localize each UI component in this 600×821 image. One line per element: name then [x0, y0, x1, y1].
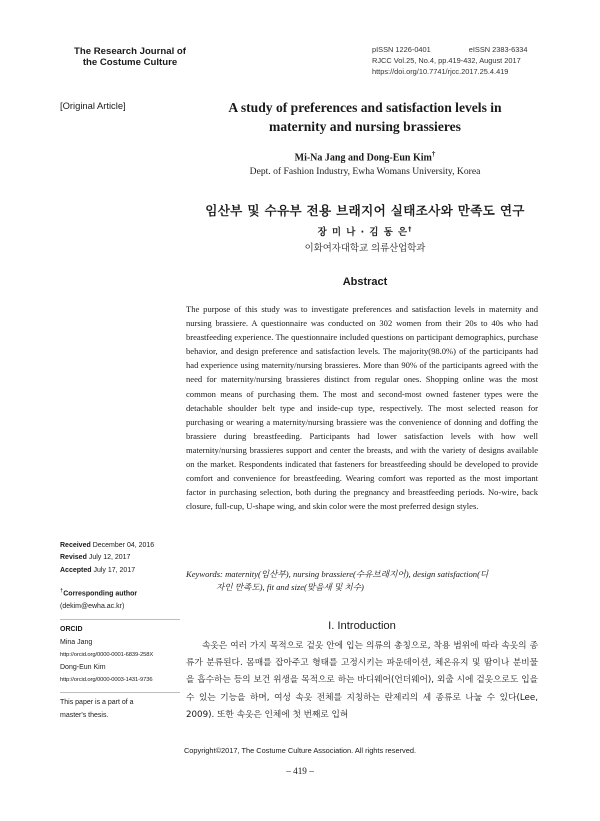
corresponding-author-label: Corresponding author [63, 590, 138, 598]
keywords-label: Keywords: [186, 569, 223, 579]
title-line-1: A study of preferences and satisfaction levels in [228, 100, 502, 115]
korean-title: 임산부 및 수유부 전용 브래지어 실태조사와 만족도 연구 [205, 203, 525, 218]
article-sidebar [60, 540, 185, 722]
received-label: Received [60, 542, 91, 549]
abstract-body: The purpose of this study was to investigate preferences and satisfaction levels in maternity and nursing brassiere. A questionnaire was conducted on 302 women from their 20s to 40s who had breastfeeding experience. The questionnaire included questions on participant demographics, purchase behavior, and design preference and satisfaction levels. The majority(98.0%) of the participants had had experience using maternity/nursing brassieres. More than 90% of the participants agreed with the need for maternity/nursing brassieres distinct from regular ones. Shopping online was the most common means of purchasing them. The most and second-most owned fastener types were the detachable shoulder belt type and inside-cup type, respectively. The most selected reason for purchasing or wearing a maternity/nursing brassiere was the convenience of donning and doffing the brassiere during breastfeeding. Participants had lower satisfaction levels with how well maternity/nursing brassieres support and center the breasts, and with the variety of designs available on the market. Respondents indicated that fasteners for breastfeeding should be developed to provide comfort and convenience for breastfeeding. Wearing comfort was reported as the most important factor in purchasing selection, both during the pregnancy and breastfeeding periods. No-wire, back closure, full-cup, U-shape wing, and skin color were the most preferred design styles. [186, 304, 538, 512]
introduction-heading: I. Introduction [328, 620, 396, 632]
corresponding-author-row [60, 585, 185, 601]
orcid-author-1-link[interactable]: http://orcid.org/0000-0001-6839-258X [60, 652, 154, 659]
orcid-label: ORCID [60, 626, 83, 634]
korean-authors [200, 224, 530, 238]
revised-label: Revised [60, 554, 87, 562]
keywords-line-1: maternity(임산부), nursing brassiere(수유브래지어), design satisfaction(디 [225, 569, 489, 579]
received-row [60, 540, 185, 552]
pissn: pISSN 1226-0401 [372, 45, 431, 54]
volume-info: RJCC Vol.25, No.4, pp.419-432, August 2017 [372, 56, 521, 65]
keywords-line-2: 자인 만족도), fit and size(맞음새 및 치수) [216, 581, 364, 592]
copyright: Copyright©2017, The Costume Culture Association. All rights reserved. [183, 746, 417, 755]
authors [200, 150, 530, 163]
orcid-author-1-name: Mina Jang [60, 638, 93, 646]
sidebar-divider-2 [60, 692, 180, 693]
revised-date: July 12, 2017 [88, 554, 131, 562]
title-line-2: maternity and nursing brassieres [269, 119, 461, 134]
article-title [200, 98, 530, 136]
korean-corresponding-mark: † [408, 224, 413, 233]
corresponding-author-mark: † [60, 588, 64, 595]
journal-line-2: the Costume Culture [82, 57, 178, 68]
page-number: – 419 – [286, 766, 314, 776]
affiliation: Dept. of Fashion Industry, Ewha Womans University, Korea [249, 166, 481, 177]
doi-link[interactable]: https://doi.org/10.7741/rjcc.2017.25.4.419 [372, 67, 509, 76]
korean-author-names: 장 미 나 · 김 동 은 [317, 227, 409, 238]
eissn: eISSN 2383-6334 [468, 45, 528, 54]
orcid-author-2-link[interactable]: http://orcid.org/0000-0003-1431-9736 [60, 676, 153, 683]
korean-affiliation: 이화여자대학교 의류산업학과 [304, 243, 426, 254]
corresponding-mark: † [431, 150, 436, 158]
abstract-heading: Abstract [342, 276, 388, 288]
journal-name [60, 46, 200, 68]
revised-row [60, 552, 185, 564]
journal-line-1: The Research Journal of [74, 46, 186, 57]
received-date: December 04, 2016 [92, 542, 155, 549]
introduction-body: 속옷은 여러 가지 목적으로 겉옷 안에 입는 의류의 총칭으로, 착용 범위에 따라 속옷의 종류가 분류된다. 몸매를 잡아주고 형태를 고정시키는 파운데이션, 체온유지 및 땀이나 분비물을 흡수하는 등의 보건 위생을 목적으로 하는 바디웨어(언더웨어), 외출 시에 겉옷으로도 입을 수 있는 기능을 하며, 여성 속옷 전체를 지칭하는 란제리의 세 종류로 나눌 수 있다(Lee, 2009). 또한 속옷은 인체에 첫 번째로 입혀 [186, 641, 538, 720]
sidebar-divider [60, 619, 180, 620]
orcid-author-2-name: Dong-Eun Kim [60, 663, 106, 671]
author-names: Mi-Na Jang and Dong-Eun Kim [294, 152, 432, 164]
keywords [186, 568, 538, 593]
issn-block [372, 44, 528, 77]
accepted-date: July 17, 2017 [93, 566, 136, 574]
thesis-note-line-1: This paper is a part of a [60, 699, 134, 707]
thesis-note-line-2: master's thesis. [60, 711, 109, 719]
accepted-row [60, 565, 185, 577]
accepted-label: Accepted [60, 566, 92, 574]
article-type: [Original Article] [60, 100, 126, 111]
corresponding-author-email[interactable]: (dekim@ewha.ac.kr) [60, 602, 125, 610]
